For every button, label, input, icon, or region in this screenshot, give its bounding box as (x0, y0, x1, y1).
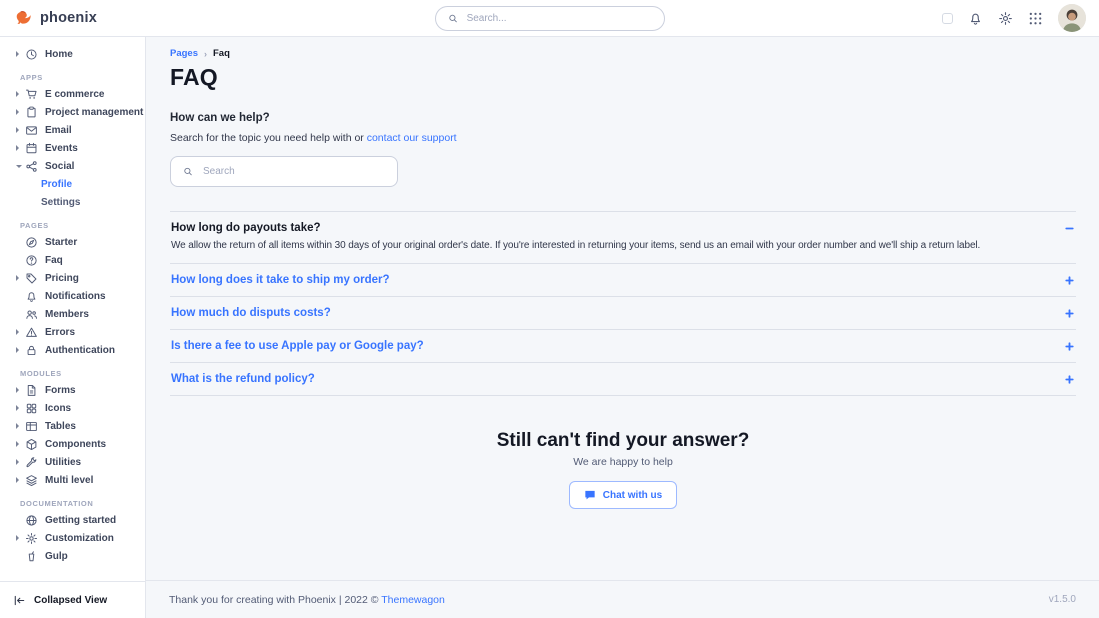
footer-version: v1.5.0 (1048, 594, 1076, 605)
avatar-image (1058, 4, 1086, 32)
sidebar-item-label: Faq (45, 254, 63, 266)
chevron-right-icon (16, 459, 25, 465)
sidebar-item-profile[interactable] (0, 175, 145, 193)
sidebar-item-getting-started[interactable] (0, 511, 145, 529)
sidebar-item-events[interactable] (0, 139, 145, 157)
cta-title: Still can't find your answer? (496, 430, 750, 451)
faq-search-input[interactable] (201, 165, 385, 178)
faq-search[interactable] (170, 156, 398, 187)
faq-accordion (170, 211, 1076, 396)
faq-question: How much do disputs costs? (171, 307, 331, 319)
faq-item-expanded (170, 211, 1076, 263)
tag-icon (25, 272, 38, 285)
sidebar-item-email[interactable] (0, 121, 145, 139)
sidebar-item-label: Authentication (45, 344, 115, 356)
chevron-right-icon (16, 535, 25, 541)
sidebar-item-components[interactable] (0, 435, 145, 453)
sidebar-item-forms[interactable] (0, 381, 145, 399)
faq-question-toggle[interactable] (171, 373, 1075, 385)
sidebar-item-label: Members (45, 308, 89, 320)
global-search-input[interactable] (465, 12, 652, 25)
sidebar-item-label: Getting started (45, 514, 117, 526)
lock-icon (25, 344, 38, 357)
global-search[interactable] (435, 6, 665, 31)
sidebar-item-label: Email (45, 124, 72, 136)
chat-with-us-button[interactable] (569, 481, 677, 509)
page-footer (146, 580, 1099, 618)
clock-icon (25, 48, 38, 61)
sidebar-item-home[interactable] (0, 45, 145, 63)
calendar-icon (25, 142, 38, 155)
chevron-right-icon (16, 275, 25, 281)
brand-logo[interactable] (0, 8, 97, 28)
collapsed-view-label: Collapsed View (34, 594, 108, 606)
sidebar-item-label: Starter (45, 236, 78, 248)
sidebar-item-social[interactable] (0, 157, 145, 175)
main-content (146, 37, 1099, 618)
header-actions (942, 4, 1099, 32)
grid-icon (25, 402, 38, 415)
help-text-body: Search for the topic you need help with or (170, 132, 364, 144)
sidebar-item-customization[interactable] (0, 529, 145, 547)
cta-subtitle: We are happy to help (573, 456, 673, 468)
settings-gear-icon[interactable] (998, 11, 1013, 26)
cta-section (170, 430, 1076, 509)
faq-question: How long does it take to ship my order? (171, 274, 390, 286)
sidebar-item-label: Customization (45, 532, 114, 544)
brand-name: phoenix (40, 10, 97, 26)
sidebar-section-pages: PAGES (20, 221, 49, 230)
chat-button-label: Chat with us (602, 489, 663, 501)
package-icon (25, 438, 38, 451)
contact-support-link[interactable]: contact our support (366, 132, 457, 144)
help-heading: How can we help? (170, 112, 270, 124)
help-text (170, 132, 1076, 144)
faq-question-toggle[interactable] (171, 307, 1075, 319)
page-title: FAQ (170, 64, 218, 90)
sidebar-item-label: Components (45, 438, 107, 450)
collapse-arrow-icon (13, 594, 26, 607)
gear-icon (25, 532, 38, 545)
sidebar-item-starter[interactable] (0, 233, 145, 251)
chevron-right-icon: › (204, 48, 207, 59)
sidebar-item-settings[interactable] (0, 193, 145, 211)
share-icon (25, 160, 38, 173)
faq-question-toggle[interactable] (171, 274, 1075, 286)
chevron-right-icon (16, 387, 25, 393)
file-icon (25, 384, 38, 397)
wrench-icon (25, 456, 38, 469)
chevron-right-icon (16, 91, 25, 97)
sidebar-item-label: Settings (41, 196, 81, 208)
sidebar-item-notifications[interactable] (0, 287, 145, 305)
theme-toggle[interactable] (942, 13, 953, 24)
sidebar-item-label: Tables (45, 420, 76, 432)
breadcrumb-pages-link[interactable]: Pages (170, 48, 198, 59)
faq-item (170, 362, 1076, 396)
sidebar-item-label: Errors (45, 326, 76, 338)
breadcrumb (170, 48, 1076, 59)
compass-icon (25, 236, 38, 249)
sidebar-item-label: Events (45, 142, 78, 154)
footer-credit (169, 594, 445, 606)
notifications-bell-icon[interactable] (968, 11, 983, 26)
sidebar-item-label: Utilities (45, 456, 82, 468)
chevron-right-icon (16, 127, 25, 133)
warning-icon (25, 326, 38, 339)
plus-icon[interactable] (1064, 374, 1075, 385)
sidebar-section-apps: APPS (20, 73, 43, 82)
sidebar-item-label: Project management (45, 106, 144, 118)
faq-answer: We allow the return of all items within 30 days of your original order's date. If you're interested in returning your items, send us an email with your order number and we'll ship a return label. (171, 240, 981, 251)
bell-icon (25, 290, 38, 303)
faq-question: Is there a fee to use Apple pay or Google pay? (171, 340, 424, 352)
sidebar-section-modules: MODULES (20, 369, 62, 378)
plus-icon[interactable] (1064, 275, 1075, 286)
plus-icon[interactable] (1064, 341, 1075, 352)
plus-icon[interactable] (1064, 308, 1075, 319)
sidebar-item-authentication[interactable] (0, 341, 145, 359)
faq-question: What is the refund policy? (171, 373, 315, 385)
chevron-right-icon (16, 423, 25, 429)
themewagon-link[interactable]: Themewagon (381, 593, 445, 606)
chevron-right-icon (16, 329, 25, 335)
sidebar-item-label: Pricing (45, 272, 79, 284)
chevron-right-icon (16, 347, 25, 353)
sidebar-item-label: Social (45, 160, 75, 172)
chevron-right-icon (16, 405, 25, 411)
faq-item (170, 329, 1076, 362)
faq-question: How long do payouts take? (171, 222, 321, 234)
collapsed-view-toggle[interactable] (0, 581, 145, 618)
sidebar-item-gulp[interactable] (0, 547, 145, 565)
envelope-icon (25, 124, 38, 137)
phoenix-logo-icon (14, 8, 34, 28)
search-icon (183, 166, 193, 177)
table-icon (25, 420, 38, 433)
globe-icon (25, 514, 38, 527)
sidebar-item-label: Profile (41, 178, 73, 190)
sidebar-item-errors[interactable] (0, 323, 145, 341)
cup-icon (25, 550, 38, 563)
faq-item (170, 296, 1076, 329)
sidebar-item-label: Notifications (45, 290, 106, 302)
sidebar-item-label: E commerce (45, 88, 105, 100)
sidebar-item-ecommerce[interactable] (0, 85, 145, 103)
sidebar-item-label: Gulp (45, 550, 68, 562)
faq-question-toggle[interactable] (171, 222, 1075, 234)
sidebar-item-project-management[interactable] (0, 103, 145, 121)
footer-text: Thank you for creating with Phoenix | 2022 © (169, 593, 379, 606)
chevron-right-icon (16, 109, 25, 115)
chevron-right-icon (16, 145, 25, 151)
sidebar-item-label: Forms (45, 384, 76, 396)
chevron-down-icon (16, 165, 25, 168)
sidebar-nav (0, 37, 145, 565)
chat-bubble-icon (584, 489, 596, 501)
top-header (0, 0, 1099, 37)
user-avatar[interactable] (1058, 4, 1086, 32)
chevron-right-icon (16, 477, 25, 483)
breadcrumb-current: Faq (213, 48, 230, 59)
sidebar-item-pricing[interactable] (0, 269, 145, 287)
chevron-right-icon (16, 51, 25, 57)
sidebar-item-label: Multi level (45, 474, 94, 486)
sidebar (0, 37, 146, 618)
layers-icon (25, 474, 38, 487)
chevron-right-icon (16, 441, 25, 447)
sidebar-section-documentation: DOCUMENTATION (20, 499, 94, 508)
sidebar-item-members[interactable] (0, 305, 145, 323)
cart-icon (25, 88, 38, 101)
sidebar-item-icons[interactable] (0, 399, 145, 417)
clipboard-icon (25, 106, 38, 119)
faq-item (170, 263, 1076, 296)
sidebar-item-utilities[interactable] (0, 453, 145, 471)
sidebar-item-label: Icons (45, 402, 72, 414)
minus-icon[interactable] (1064, 223, 1075, 234)
sidebar-item-faq[interactable] (0, 251, 145, 269)
sidebar-item-tables[interactable] (0, 417, 145, 435)
faq-question-toggle[interactable] (171, 340, 1075, 352)
search-icon (448, 13, 458, 24)
apps-grid-icon[interactable] (1028, 11, 1043, 26)
question-circle-icon (25, 254, 38, 267)
sidebar-item-label: Home (45, 48, 73, 60)
users-icon (25, 308, 38, 321)
sidebar-item-multi-level[interactable] (0, 471, 145, 489)
